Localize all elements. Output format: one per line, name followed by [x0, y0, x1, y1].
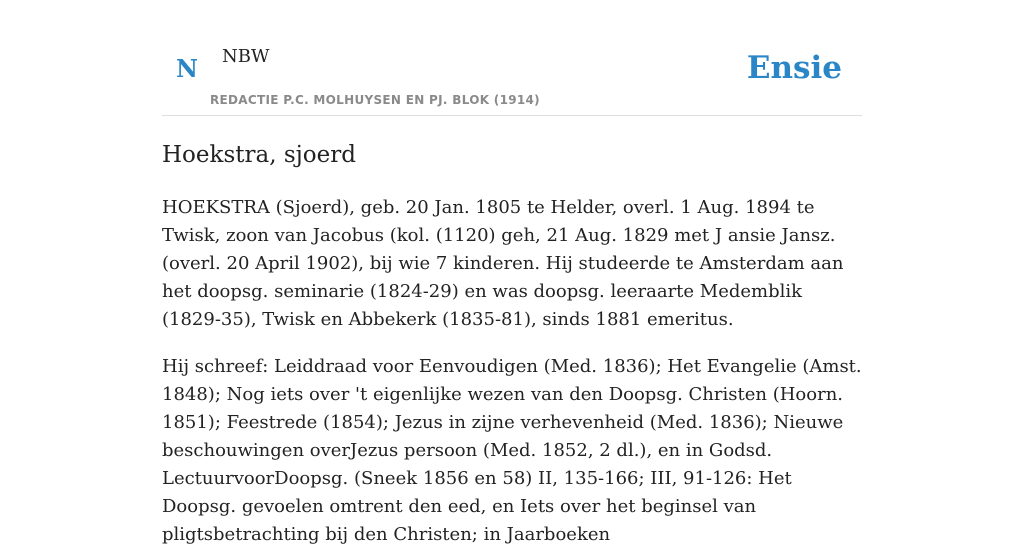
article-paragraph-1: HOEKSTRA (Sjoerd), geb. 20 Jan. 1805 te Helder, overl. 1 Aug. 1894 te Twisk, zoon van Jacobus (kol. (1120) geh, 21 Aug. 1829 met J ansie Jansz. (overl. 20 April 1902), bij wie 7 kinderen. Hij studeerde te Amsterdam aan het doopsg. seminarie (1824-29) en was doopsg. leeraarte Medemblik (1829-35), Twisk en Abbekerk (1835-81), sinds 1881 emeritus.	[162, 197, 844, 330]
source-editors: REDACTIE P.C. MOLHUYSEN EN PJ. BLOK (1914)	[210, 93, 540, 107]
source-logo[interactable]: N	[176, 54, 198, 83]
article-title: Hoekstra, sjoerd	[162, 142, 356, 168]
source-name[interactable]: NBW	[222, 46, 270, 67]
page	[162, 0, 862, 549]
header	[162, 0, 862, 116]
brand-logo[interactable]: Ensie	[746, 50, 842, 86]
article-paragraph-2: Hij schreef: Leiddraad voor Eenvoudigen (Med. 1836); Het Evangelie (Amst. 1848); Nog iets over 't eigenlijke wezen van den Doopsg. Christen (Hoorn. 1851); Feestrede (1854); Jezus in zijne verhevenheid (Med. 1836); Nieuwe beschouwingen overJezus persoon (Med. 1852, 2 dl.), en in Godsd. LectuurvoorDoopsg. (Sneek 1856 en 58) II, 135-166; III, 91-126: Het Doopsg. gevoelen omtrent den eed, en Iets over het beginsel van pligtsbetrachting bij den Christen; in Jaarboeken	[162, 356, 862, 545]
